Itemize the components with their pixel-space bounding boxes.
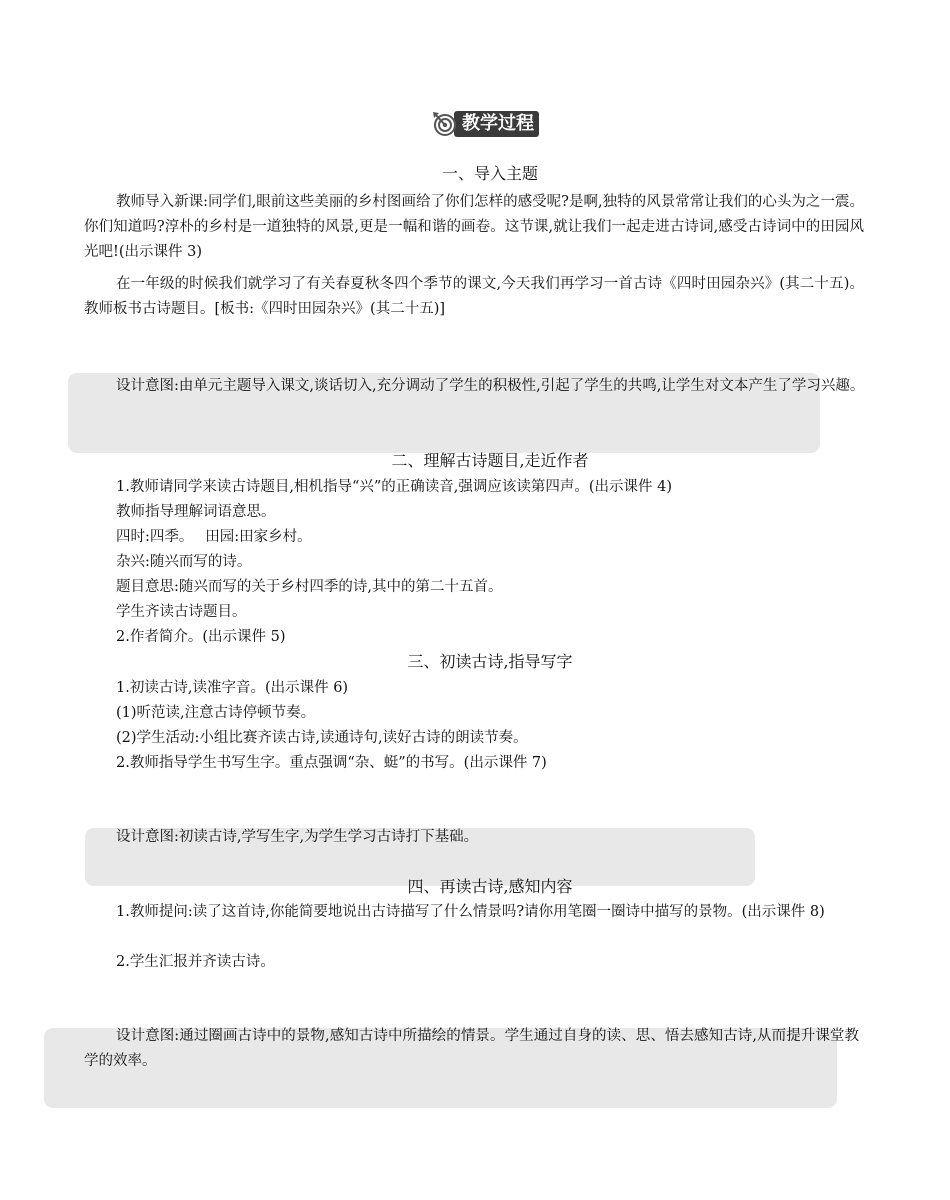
list-item: 1.初读古诗,读准字音。(出示课件 6) xyxy=(116,680,349,696)
design-intent-text-3: 设计意图:通过圈画古诗中的景物,感知古诗中所描绘的情景。学生通过自身的读、思、悟去感知古诗,从而提升课堂教学的效率。 xyxy=(84,1028,859,1069)
target-icon xyxy=(432,111,458,137)
section-heading-3: 三、初读古诗,指导写字 xyxy=(407,652,573,671)
list-item: 2.教师指导学生书写生字。重点强调“杂、蜓”的书写。(出示课件 7) xyxy=(116,755,547,771)
list-item: 杂兴:随兴而写的诗。 xyxy=(116,554,252,570)
section-title-badge xyxy=(432,110,539,138)
review-paragraph: 在一年级的时候我们就学习了有关春夏秋冬四个季节的课文,今天我们再学习一首古诗《四时田园杂兴》(其二十五)。教师板书古诗题目。[板书:《四时田园杂兴》(其二十五)] xyxy=(84,276,864,317)
list-item: (1)听范读,注意古诗停顿节奏。 xyxy=(116,705,316,721)
list-item: 学生齐读古诗题目。 xyxy=(116,604,247,620)
list-item: 教师指导理解词语意思。 xyxy=(116,504,276,520)
section-heading-1: 一、导入主题 xyxy=(441,164,538,183)
design-intent-text-1: 设计意图:由单元主题导入课文,谈话切入,充分调动了学生的积极性,引起了学生的共鸣,让学生对文本产生了学习兴趣。 xyxy=(116,378,865,394)
list-item: (2)学生活动:小组比赛齐读古诗,读通诗句,读好古诗的朗读节奏。 xyxy=(116,730,528,746)
list-item: 2.学生汇报并齐读古诗。 xyxy=(116,954,275,970)
list-item: 1.教师请同学来读古诗题目,相机指导“兴”的正确读音,强调应该读第四声。(出示课件 4) xyxy=(116,479,673,495)
list-item: 2.作者简介。(出示课件 5) xyxy=(116,629,286,645)
list-item: 四时:四季。 田园:田家乡村。 xyxy=(116,529,312,545)
section-heading-2: 二、理解古诗题目,走近作者 xyxy=(391,451,589,470)
question-paragraph: 1.教师提问:读了这首诗,你能简要地说出古诗描写了什么情景吗?请你用笔圈一圈诗中描写的景物。(出示课件 8) xyxy=(116,904,825,920)
intro-paragraph: 教师导入新课:同学们,眼前这些美丽的乡村图画给了你们怎样的感受呢?是啊,独特的风景常常让我们的心头为之一震。你们知道吗?淳朴的乡村是一道独特的风景,更是一幅和谐的画卷。这节课,就让我们一起走进古诗词,感受古诗词中的田园风光吧!(出示课件 3) xyxy=(84,194,864,260)
section-heading-4: 四、再读古诗,感知内容 xyxy=(407,877,573,896)
design-intent-text-2: 设计意图:初读古诗,学写生字,为学生学习古诗打下基础。 xyxy=(116,829,479,845)
list-item: 题目意思:随兴而写的关于乡村四季的诗,其中的第二十五首。 xyxy=(116,579,503,595)
page-title: 教学过程 xyxy=(454,111,539,137)
